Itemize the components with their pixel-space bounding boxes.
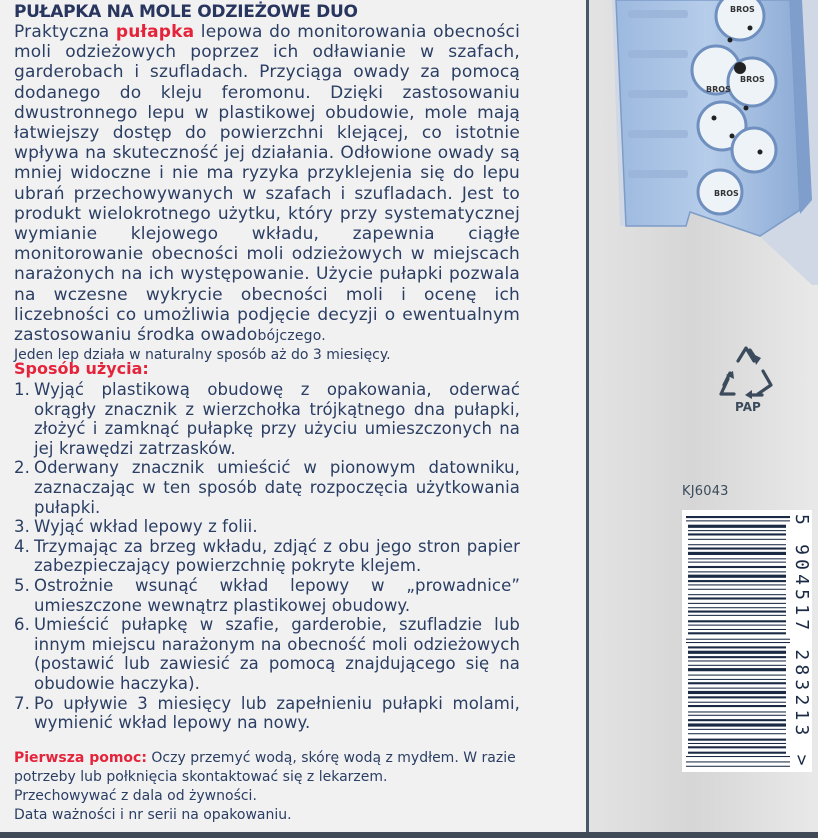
barcode-bar [688, 584, 786, 585]
barcode-number: 5 904517 283213 > [791, 514, 812, 770]
barcode-bar [688, 723, 786, 726]
barcode-bar [688, 746, 786, 748]
step-text: Wyjąć wkład lepowy z folii. [34, 517, 258, 537]
barcode-bar [688, 597, 786, 599]
svg-text:BROS: BROS [740, 75, 765, 84]
product-trap-image [590, 0, 818, 285]
usage-step [14, 615, 520, 693]
barcode-bar [688, 548, 786, 550]
barcode-bar [688, 533, 786, 535]
barcode-bar [688, 705, 786, 707]
barcode-bar [688, 539, 786, 540]
step-number: 3. [14, 517, 30, 537]
step-text: Wyjąć plastikową obudowę z opakowania, oderwać okrągły znacznik z wierzchołka trójkątnego dna pułapki, złożyć i zamknąć pułapkę przy użyciu umieszczonych na jej krawędzi zatrzasków. [34, 380, 520, 458]
description-highlight: pułapka [115, 22, 195, 42]
barcode-bar [688, 544, 786, 545]
description-note: Jeden lep działa w naturalny sposób aż do 3 miesięcy. [14, 347, 391, 364]
svg-text:BROS: BROS [730, 5, 755, 14]
usage-steps-list [14, 380, 520, 733]
storage-note: Przechowywać z dala od żywności. [14, 788, 257, 804]
barcode-bar [686, 766, 790, 767]
barcode-bar [686, 520, 790, 521]
step-number: 6. [14, 615, 30, 635]
usage-step [14, 380, 520, 458]
barcode-bar [688, 603, 786, 604]
barcode-bar [688, 607, 786, 608]
svg-text:BROS: BROS [706, 85, 731, 94]
barcode-bar [688, 665, 786, 666]
barcode-bar [688, 611, 786, 613]
barcode-bar [688, 530, 786, 531]
barcode-bar [688, 675, 786, 676]
usage-step [14, 694, 520, 733]
bottom-border [0, 832, 818, 838]
barcode-bar [688, 651, 786, 654]
barcode-bar [688, 702, 786, 703]
barcode-bar [688, 660, 786, 661]
recycling-label: PAP [735, 400, 761, 414]
barcode-bars [682, 510, 792, 772]
recycle-icon [716, 345, 776, 400]
barcode-bar [688, 646, 786, 648]
barcode-bar [686, 639, 790, 640]
barcode-bar [688, 558, 786, 559]
barcode-bar [688, 668, 786, 671]
barcode-bar [688, 566, 786, 568]
barcode-digits [792, 514, 816, 772]
step-text: Umieścić pułapkę w szafie, garderobie, szufladzie lub innym miejscu narażonym na obecność moli odzieżowych (postawić lub zawiesić za pomocą znajdującego się na obudowie haczyka). [34, 615, 520, 693]
svg-text:BROS: BROS [714, 189, 739, 198]
barcode-bar [688, 679, 786, 680]
product-title: PUŁAPKA NA MOLE ODZIEŻOWE DUO [14, 2, 358, 22]
barcode-bar [688, 575, 786, 578]
usage-step [14, 576, 520, 615]
barcode-bar [688, 733, 786, 734]
step-number: 5. [14, 575, 30, 595]
usage-step [14, 517, 520, 537]
usage-step [14, 537, 520, 576]
barcode-bar [688, 580, 786, 582]
barcode-bar [686, 756, 790, 757]
barcode-bar [688, 552, 786, 555]
barcode-bar [688, 691, 786, 694]
barcode-bar [688, 632, 786, 634]
barcode-bar [688, 739, 786, 741]
barcode-bar [688, 571, 786, 572]
barcode-bar [688, 525, 786, 528]
barcode-bar [688, 620, 786, 622]
barcode-bar [688, 562, 786, 563]
step-number: 4. [14, 536, 30, 556]
barcode-bar [688, 752, 786, 754]
barcode-bar [688, 719, 786, 721]
usage-step [14, 458, 520, 517]
barcode-bar [688, 656, 786, 658]
barcode-bar [688, 594, 786, 595]
first-aid-section [14, 749, 520, 825]
first-aid-label: Pierwsza pomoc: [14, 750, 147, 766]
barcode-bar [688, 711, 786, 712]
first-aid-text: Oczy przemyć wodą, skórę wodą z mydłem. W razie potrzeby lub połknięcia skontaktować się z lekarzem. [14, 750, 516, 785]
step-text: Po upływie 3 miesięcy lub zapełnieniu pułapki molami, wymienić wkład lepowy na nowy. [34, 693, 520, 733]
description-start: Praktyczna [14, 22, 116, 42]
description-tail: bójczego. [257, 328, 326, 345]
barcode-bar [688, 696, 786, 698]
step-number: 7. [14, 693, 30, 713]
barcode-bar [688, 743, 786, 744]
barcode-bar [688, 688, 786, 689]
step-text: Oderwany znacznik umieścić w pionowym datowniku, zaznaczając w ten sposób datę rozpoczęcia użytkowania pułapki. [34, 458, 520, 517]
step-text: Trzymając za brzeg wkładu, zdjąć z obu jego stron papier zabezpieczający powierzchnię pokryte klejem. [34, 536, 520, 576]
barcode-bar [688, 715, 786, 716]
barcode-bar [688, 625, 786, 626]
step-number: 2. [14, 458, 30, 478]
step-number: 1. [14, 380, 30, 399]
barcode-bar [688, 682, 786, 684]
description-body: lepowa do monitorowania obecności moli odzieżowych poprzez ich odławianie w szafach, garderobach i szufladach. Przyciąga owady za pomocą dodanego do kleju feromonu. Dzięki zastosowaniu dwustronnego lepu w plastikowej obudowie, mole mają łatwiejszy dostęp do powierzchni klejącej, co istotnie wpływa na skuteczność jej działania. Odłowione owady są mniej widoczne i nie ma ryzyka przyklejenia się do lepu ubrań przechowywanych w szafach i szufladach. Jest to produkt wielokrotnego użytku, który przy systematycznej wymianie klejowego wkładu, zapewnia ciągłe monitorowanie obecności moli odzieżowych w miejscach narażonych na ich występowanie. Użycie pułapki pozwala na wczesne wykrycie obecności moli i ocenę ich liczebności co umożliwia podjęcie decyzji o ewentualnym zastosowaniu środka owado [14, 22, 521, 346]
usage-heading: Sposób użycia: [14, 359, 149, 378]
step-text: Ostrożnie wsunąć wkład lepowy w „prowadnice” umieszczone wewnątrz plastikowej obudowy. [34, 575, 520, 615]
barcode-bar [686, 761, 790, 762]
barcode-bar [686, 642, 790, 643]
product-code: KJ6043 [682, 484, 729, 499]
barcode-bar [688, 615, 786, 616]
product-description [14, 22, 520, 365]
barcode-bar [688, 589, 786, 590]
barcode-bar [688, 629, 786, 630]
barcode-bar [688, 729, 786, 730]
expiry-note: Data ważności i nr serii na opakowaniu. [14, 807, 292, 823]
barcode-bar [686, 516, 790, 518]
